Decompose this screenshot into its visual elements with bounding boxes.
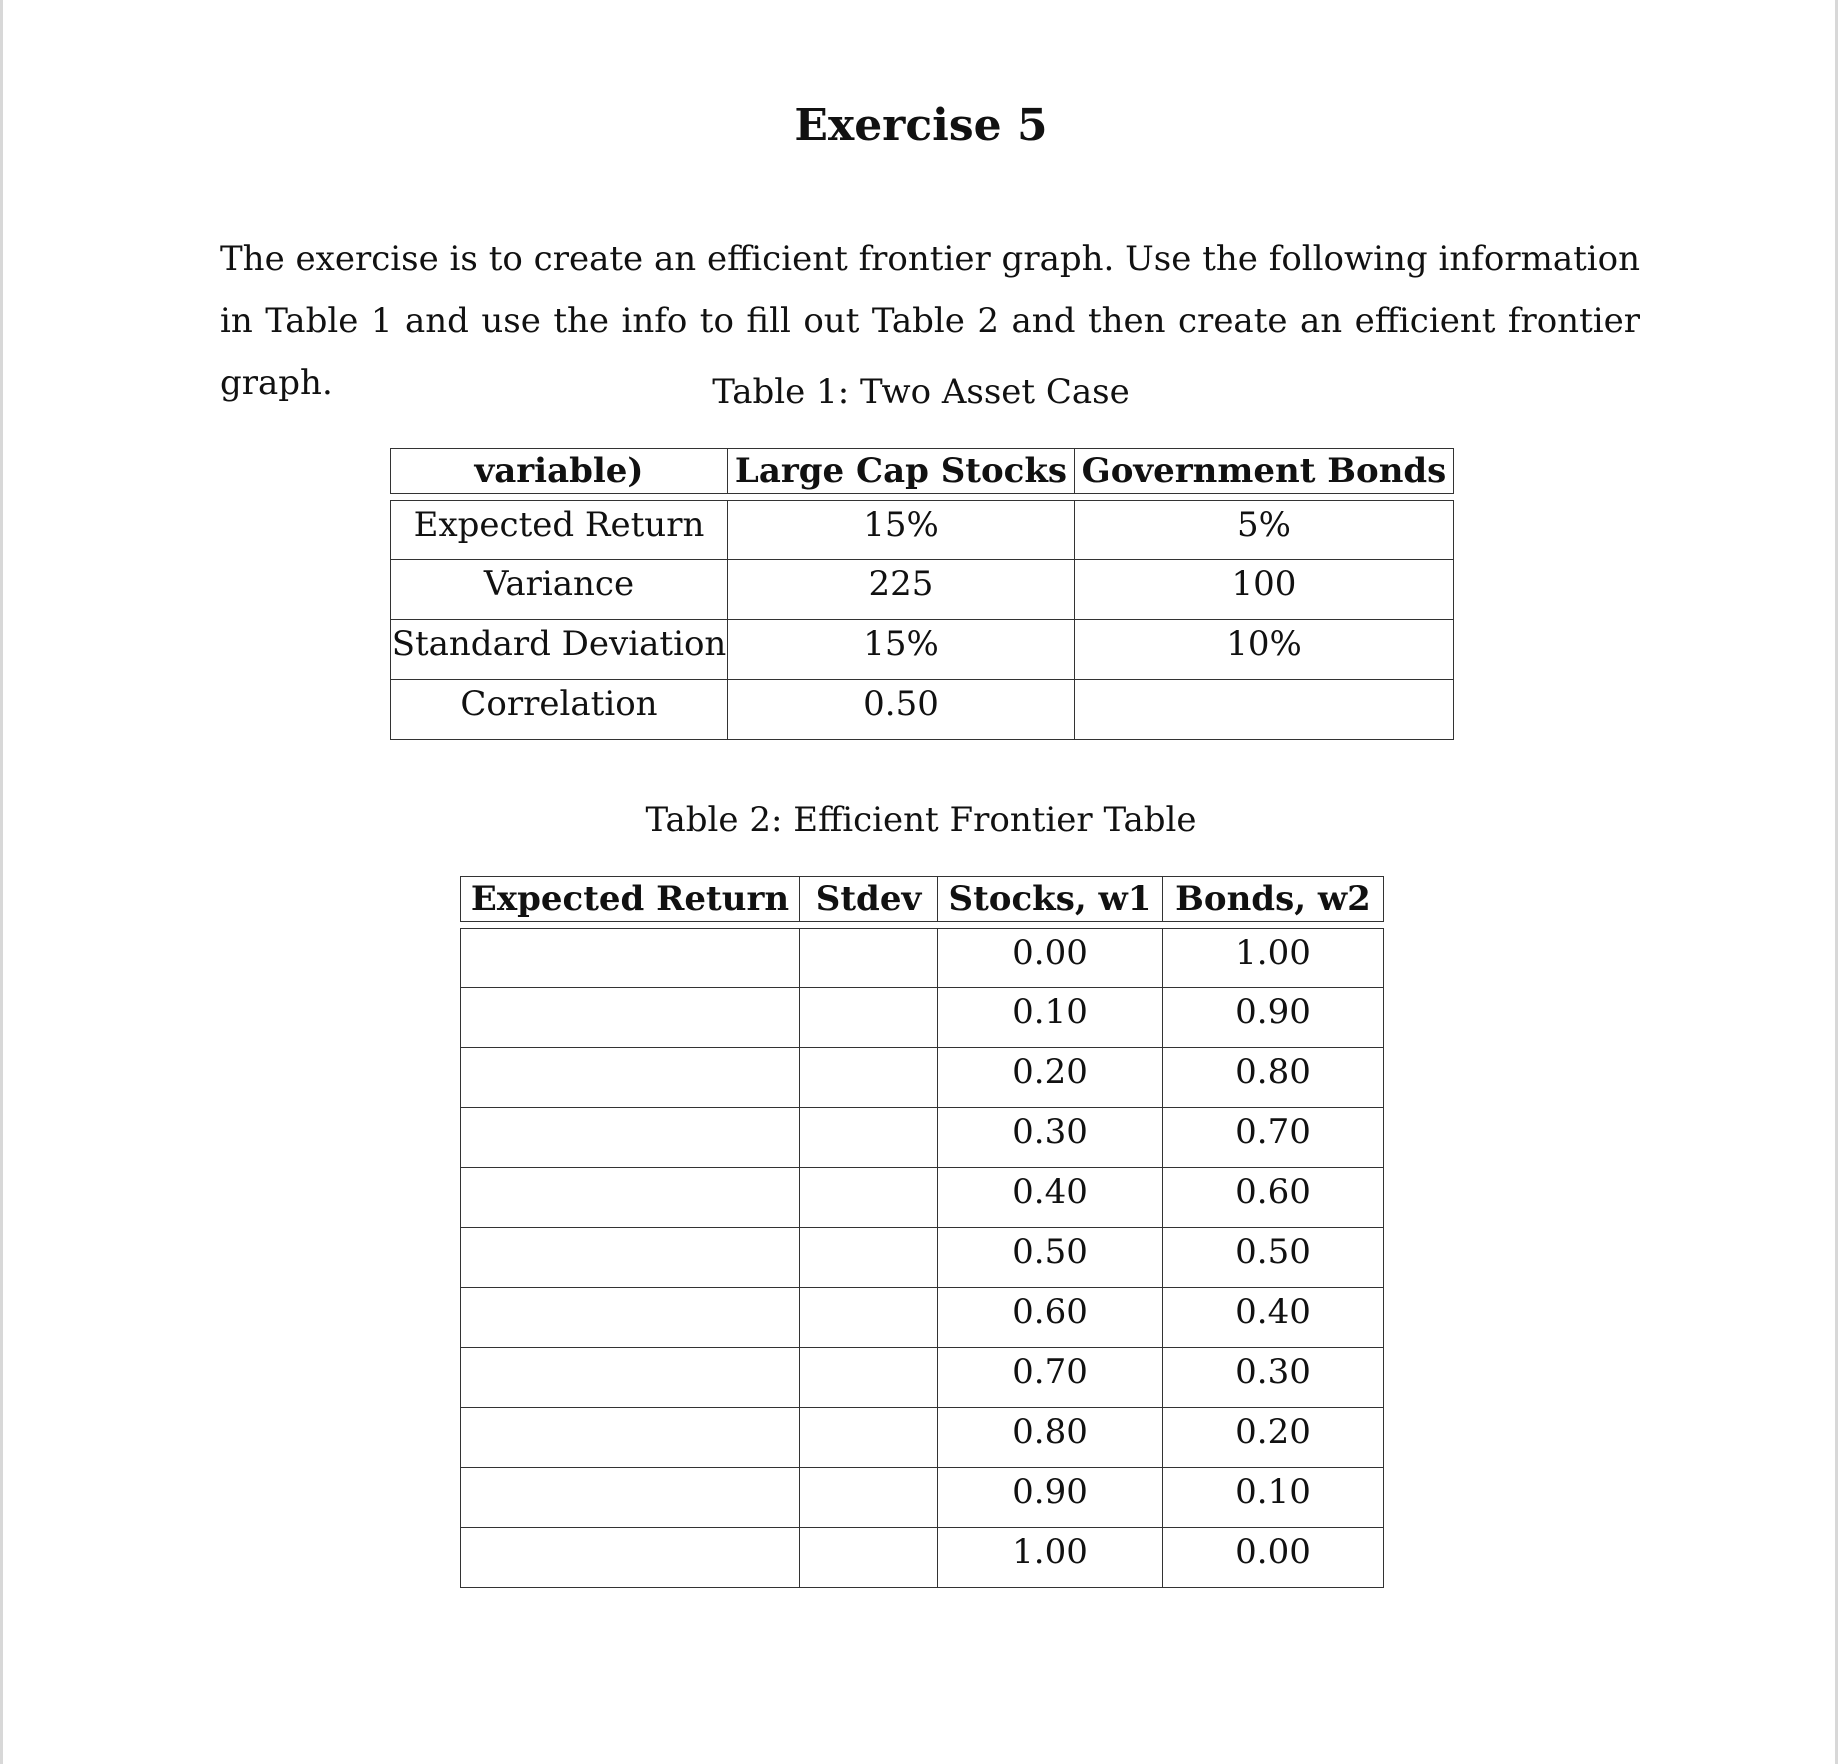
table-cell: 225 bbox=[728, 560, 1075, 620]
table-cell[interactable] bbox=[460, 1168, 800, 1228]
table-cell: 0.10 bbox=[1163, 1468, 1384, 1528]
table-row bbox=[460, 1468, 1384, 1528]
intro-paragraph: The exercise is to create an efficient frontier graph. Use the following information in Table 1 and use the info to fill out Table 2 and then create an efficient frontier graph. bbox=[220, 239, 1640, 403]
table-cell[interactable] bbox=[800, 1468, 938, 1528]
table-cell[interactable] bbox=[460, 1408, 800, 1468]
table-row bbox=[460, 1408, 1384, 1468]
table-cell[interactable] bbox=[800, 988, 938, 1048]
table-row bbox=[390, 620, 1454, 680]
table-cell[interactable] bbox=[800, 1048, 938, 1108]
table-cell[interactable] bbox=[460, 1048, 800, 1108]
table-cell: 0.60 bbox=[938, 1288, 1163, 1348]
table-row bbox=[460, 1168, 1384, 1228]
table1-caption: Table 1: Two Asset Case bbox=[712, 372, 1130, 412]
table-row bbox=[460, 988, 1384, 1048]
table-header-cell: Large Cap Stocks bbox=[728, 448, 1075, 494]
table-cell: 0.50 bbox=[1163, 1228, 1384, 1288]
table-cell: 5% bbox=[1075, 500, 1454, 560]
table-header-cell: Government Bonds bbox=[1075, 448, 1454, 494]
table-header-cell: Expected Return bbox=[460, 876, 800, 922]
table-cell: 0.90 bbox=[1163, 988, 1384, 1048]
efficient-frontier-table bbox=[460, 876, 1384, 1588]
table-header-cell: Stdev bbox=[800, 876, 938, 922]
table-row bbox=[460, 1288, 1384, 1348]
table-cell: 0.00 bbox=[938, 928, 1163, 988]
table-header-cell: Stocks, w1 bbox=[938, 876, 1163, 922]
table-cell: 10% bbox=[1075, 620, 1454, 680]
table2-caption: Table 2: Efficient Frontier Table bbox=[645, 800, 1197, 840]
table-cell: 0.50 bbox=[938, 1228, 1163, 1288]
table-cell: 0.00 bbox=[1163, 1528, 1384, 1588]
table-cell[interactable] bbox=[800, 1348, 938, 1408]
table-cell[interactable] bbox=[800, 928, 938, 988]
table-row bbox=[460, 1348, 1384, 1408]
table-cell: 100 bbox=[1075, 560, 1454, 620]
table-header-cell: variable) bbox=[390, 448, 728, 494]
table-cell: 0.50 bbox=[728, 680, 1075, 740]
table-cell[interactable] bbox=[460, 928, 800, 988]
table-cell: 0.30 bbox=[1163, 1348, 1384, 1408]
table-cell[interactable] bbox=[800, 1288, 938, 1348]
table-cell: 0.90 bbox=[938, 1468, 1163, 1528]
table-cell[interactable] bbox=[460, 1228, 800, 1288]
table-row bbox=[460, 1048, 1384, 1108]
table-cell: 0.30 bbox=[938, 1108, 1163, 1168]
table-cell[interactable] bbox=[460, 1348, 800, 1408]
table-cell: 1.00 bbox=[938, 1528, 1163, 1588]
table-cell[interactable] bbox=[460, 1108, 800, 1168]
table-cell[interactable] bbox=[460, 1288, 800, 1348]
page-title: Exercise 5 bbox=[794, 100, 1048, 151]
table-cell: 0.40 bbox=[1163, 1288, 1384, 1348]
table-row bbox=[460, 928, 1384, 988]
table-cell[interactable] bbox=[460, 1528, 800, 1588]
table-cell[interactable] bbox=[460, 988, 800, 1048]
table-cell: 0.20 bbox=[1163, 1408, 1384, 1468]
table-row bbox=[390, 500, 1454, 560]
table-row bbox=[460, 1108, 1384, 1168]
table-cell: Correlation bbox=[390, 680, 728, 740]
table-cell[interactable] bbox=[800, 1408, 938, 1468]
table-cell: 15% bbox=[728, 500, 1075, 560]
table-cell[interactable] bbox=[800, 1528, 938, 1588]
table-row bbox=[390, 560, 1454, 620]
table-cell: Standard Deviation bbox=[390, 620, 728, 680]
table-cell: 0.10 bbox=[938, 988, 1163, 1048]
table-cell[interactable] bbox=[800, 1228, 938, 1288]
table-cell: 0.70 bbox=[938, 1348, 1163, 1408]
table-cell: 0.80 bbox=[938, 1408, 1163, 1468]
table-row bbox=[460, 1528, 1384, 1588]
table-cell: 1.00 bbox=[1163, 928, 1384, 988]
table-header-cell: Bonds, w2 bbox=[1163, 876, 1384, 922]
table-cell: 0.20 bbox=[938, 1048, 1163, 1108]
table-cell: 0.60 bbox=[1163, 1168, 1384, 1228]
table-cell: Expected Return bbox=[390, 500, 728, 560]
table-row bbox=[390, 680, 1454, 740]
table-header-row bbox=[460, 876, 1384, 922]
table-cell: 0.80 bbox=[1163, 1048, 1384, 1108]
table-header-row bbox=[390, 448, 1454, 494]
table-cell[interactable] bbox=[800, 1168, 938, 1228]
two-asset-table bbox=[390, 448, 1454, 740]
table-cell: 15% bbox=[728, 620, 1075, 680]
table-cell: 0.70 bbox=[1163, 1108, 1384, 1168]
table-cell: Variance bbox=[390, 560, 728, 620]
table-cell[interactable] bbox=[800, 1108, 938, 1168]
table-cell: 0.40 bbox=[938, 1168, 1163, 1228]
table-row bbox=[460, 1228, 1384, 1288]
table-cell[interactable] bbox=[460, 1468, 800, 1528]
table-cell bbox=[1075, 680, 1454, 740]
